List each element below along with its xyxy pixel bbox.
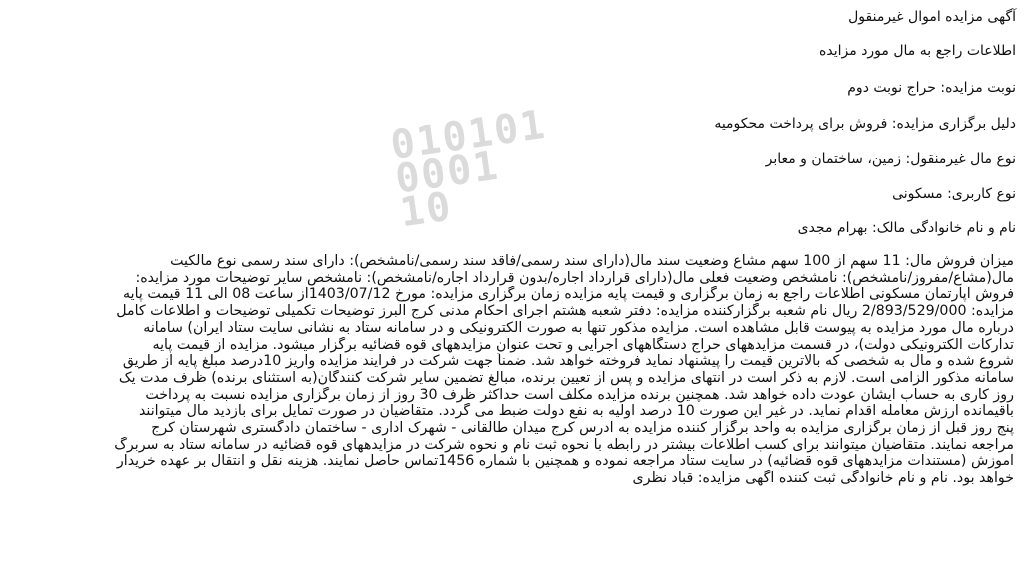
auction-round: نوبت مزایده: حراج نوبت دوم (847, 80, 1016, 96)
body-line: آموزش (مستندات مزایدههای قوه قضائیه) در سایت ستاد مراجعه نموده و همچنین با شماره 1456تماس حاصل نمایند. هزینه نقل و انتقال بر عهده خریدار (116, 453, 1014, 470)
notice-title: آگهی مزایده اموال غیرمنقول (848, 9, 1016, 25)
watermark: 010101 0001 10 (387, 101, 550, 237)
owner-name: نام و نام خانوادگی مالک: بهرام مجدی (797, 220, 1016, 236)
property-type: نوع مال غیرمنقول: زمین، ساختمان و معابر (765, 151, 1016, 167)
property-usage: نوع کاربری: مسکونی (892, 186, 1016, 202)
body-line: میزان فروش مال: 11 سهم از 100 سهم مشاع وضعیت سند مال(دارای سند رسمی/فاقد سند رسمی/نامشخص): دارای سند رسمی نوع مالکیت (170, 253, 1014, 269)
body-line: سامانه مذکور الزامی است. لازم به ذکر است در انتهای مزایده و پس از تعیین برنده، مبالغ تضمین سایر شرکت کنندگان(به استثنای برنده) ظرف مدت یک (118, 369, 1014, 386)
body-line: روز کاری به حساب ایشان عودت داده خواهد شد. همچنین برنده مزایده مکلف است حداکثر ظرف 30 روز از زمان برگزاری مزایده نسبت به پرداخت (145, 386, 1014, 403)
notice-body (8, 253, 1014, 487)
body-line: فروش آپارتمان مسکونی اطلاعات راجع به زمان برگزاری و قیمت پایه مزایده زمان برگزاری مزایده: مورخ 1403/07/12از ساعت 08 الی 11 قیمت پایه (123, 286, 1014, 303)
auction-reason: دلیل برگزاری مزایده: فروش برای پرداخت محکومیه (714, 116, 1016, 132)
body-line: مال(مشاع/مفروز/نامشخص): نامشخص وضعیت فعلی مال(دارای قرارداد اجاره/بدون قرارداد اجاره/نامشخص): نامشخص سایر توضیحات مورد مزایده: (135, 269, 1014, 286)
body-line: خواهد بود. نام و نام خانوادگی ثبت کننده آگهی مزایده: قباد نظری (632, 470, 1014, 487)
body-line: شروع شده و مال به شخصی که بالاترین قیمت را پیشنهاد نماید فروخته خواهد شد. ضمناً جهت شرکت در فرایند مزایده واریز 10درصد مبلغ پایه از طریق (122, 353, 1014, 370)
body-line: باقیمانده ارزش معامله اقدام نماید. در غیر این صورت 10 درصد اولیه به نفع دولت ضبط می گردد. متقاضیان در صورت تمایل برای بازدید مال میتوانند (138, 403, 1014, 420)
section-heading: اطلاعات راجع به مال مورد مزایده (819, 43, 1016, 59)
body-line: درباره مال مورد مزایده به پیوست قابل مشاهده است. مزایده مذکور تنها به صورت الکترونیکی و در سامانه ستاد به نشانی سایت ستاد ایران) سامانه (143, 319, 1014, 336)
body-line: مراجعه نمایند. متقاضیان میتوانند برای کسب اطلاعات بیشتر در رابطه با نحوه ثبت نام و نحوه شرکت در مزایدههای قوه قضائیه در سامانه ستاد به سربرگ (114, 436, 1014, 453)
body-line: مزایده: 2/893/529/000 ریال نام شعبه برگزارکننده مزایده: دفتر شعبه هشتم اجرای احکام مدنی کرج البرز توضیحات تکمیلی توضیحات و اطلاعات کامل (116, 303, 1014, 320)
body-line: تدارکات الکترونیکی دولت)، در قسمت مزایدههای حراج دستگاههای اجرایی و تحت عنوان مزایدههای قوه قضائیه برگزار میشود. مزایده از قیمت پایه (152, 336, 1014, 353)
body-line: پنج روز قبل از زمان برگزاری مزایده به واحد برگزار کننده مزایده به آدرس کرج میدان طالقانی - شهرک اداری - ساختمان دادگستری شهرستان کرج (151, 420, 1014, 437)
